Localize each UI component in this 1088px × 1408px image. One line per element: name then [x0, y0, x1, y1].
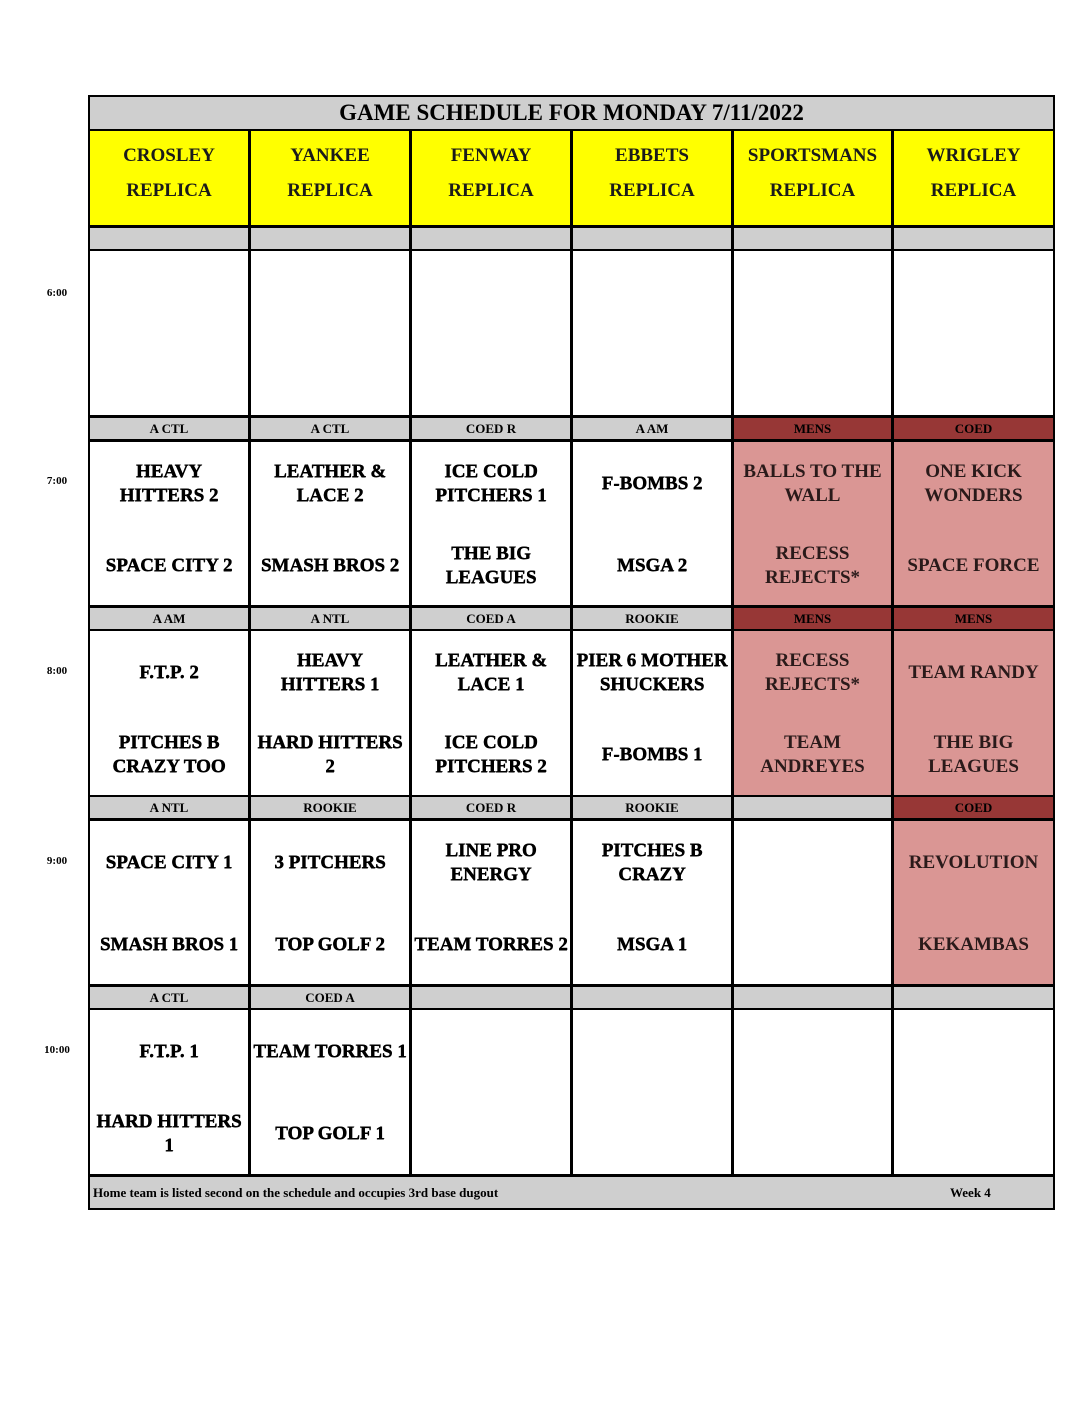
away-team: TEAM RANDY [908, 662, 1039, 683]
away-team: ONE KICK WONDERS [924, 461, 1023, 506]
spacer-band [573, 228, 731, 249]
home-team: KEKAMBAS [918, 934, 1029, 955]
game-cell [573, 631, 731, 795]
division-band: A CTL [251, 418, 409, 439]
field-subtitle: REPLICA [287, 180, 373, 201]
division-band: A AM [90, 608, 248, 629]
game-cell [90, 631, 248, 795]
home-team: RECESS REJECTS* [764, 543, 861, 588]
game-cell [734, 821, 891, 984]
schedule-title: GAME SCHEDULE FOR MONDAY 7/11/2022 [90, 97, 1053, 129]
away-team: TEAM TORRES 1 [253, 1041, 407, 1062]
home-team [894, 339, 1053, 411]
home-team [734, 1098, 891, 1170]
game-cell [412, 1010, 570, 1174]
game-cell [90, 1010, 248, 1174]
game-cell [251, 821, 409, 984]
away-team: PIER 6 MOTHER SHUCKERS [576, 650, 728, 695]
away-team [894, 1016, 1053, 1088]
home-team: ICE COLD PITCHERS 2 [435, 732, 547, 777]
division-band: A NTL [90, 797, 248, 818]
home-team: TEAM TORRES 2 [414, 934, 568, 955]
away-team: HEAVY HITTERS 2 [119, 461, 219, 506]
time-label: 7:00 [46, 475, 68, 487]
spacer-band [251, 228, 409, 249]
field-header [573, 131, 731, 225]
home-team: HARD HITTERS 2 [257, 732, 403, 777]
away-team [734, 827, 891, 899]
home-team [90, 339, 248, 411]
field-header [894, 131, 1053, 225]
home-team [573, 339, 731, 411]
division-band: COED R [412, 797, 570, 818]
division-band: A NTL [251, 608, 409, 629]
field-subtitle: REPLICA [448, 180, 534, 201]
away-team [734, 257, 891, 329]
home-team [734, 339, 891, 411]
game-cell [573, 821, 731, 984]
division-band: A AM [573, 418, 731, 439]
division-band: ROOKIE [251, 797, 409, 818]
game-cell [412, 251, 570, 415]
field-header [412, 131, 570, 225]
away-team [90, 257, 248, 329]
division-band: MENS [734, 608, 891, 629]
time-label: 6:00 [46, 287, 68, 299]
field-subtitle: REPLICA [769, 180, 856, 201]
home-team [734, 909, 891, 981]
division-band [412, 987, 570, 1008]
game-cell [894, 821, 1053, 984]
away-team [894, 257, 1053, 329]
away-team: F.T.P. 1 [139, 1041, 199, 1062]
division-band: ROOKIE [573, 797, 731, 818]
home-team: TOP GOLF 2 [275, 934, 385, 955]
home-team: SMASH BROS 1 [99, 934, 239, 955]
game-cell [894, 251, 1053, 415]
division-band [573, 987, 731, 1008]
game-cell [734, 251, 891, 415]
away-team: BALLS TO THE WALL [743, 461, 882, 506]
away-team: RECESS REJECTS* [764, 650, 861, 695]
away-team: HEAVY HITTERS 1 [280, 650, 380, 695]
away-team: F.T.P. 2 [139, 662, 199, 683]
away-team [573, 257, 731, 329]
week-label: Week 4 [950, 1185, 991, 1200]
division-band: A CTL [90, 418, 248, 439]
away-team [734, 1016, 891, 1088]
away-team: LEATHER & LACE 1 [434, 650, 548, 695]
field-header [251, 131, 409, 225]
field-name: CROSLEY [123, 145, 215, 166]
away-team: ICE COLD PITCHERS 1 [435, 461, 547, 506]
home-team [412, 1098, 570, 1170]
home-team: SPACE CITY 2 [105, 555, 233, 576]
game-cell [734, 631, 891, 795]
game-cell [251, 1010, 409, 1174]
game-cell [734, 1010, 891, 1174]
game-cell [412, 821, 570, 984]
home-team-note: Home team is listed second on the schedule and occupies 3rd base dugout [93, 1185, 499, 1200]
division-band: COED R [412, 418, 570, 439]
home-team [251, 339, 409, 411]
game-cell [573, 251, 731, 415]
game-cell [251, 631, 409, 795]
away-team [251, 257, 409, 329]
game-cell [412, 631, 570, 795]
home-team [412, 339, 570, 411]
home-team: SPACE FORCE [907, 555, 1040, 576]
field-subtitle: REPLICA [609, 180, 695, 201]
division-band: COED A [251, 987, 409, 1008]
spacer-band [894, 228, 1053, 249]
field-name: SPORTSMANS [747, 145, 878, 166]
spacer-band [90, 228, 248, 249]
away-team [573, 1016, 731, 1088]
division-band: MENS [734, 418, 891, 439]
home-team: PITCHES B CRAZY TOO [112, 732, 226, 777]
field-header [90, 131, 248, 225]
away-team [412, 1016, 570, 1088]
game-cell [734, 442, 891, 605]
field-name: WRIGLEY [926, 145, 1021, 166]
division-band: COED A [412, 608, 570, 629]
division-band: ROOKIE [573, 608, 731, 629]
game-cell [90, 442, 248, 605]
division-band: A CTL [90, 987, 248, 1008]
division-band: COED [894, 418, 1053, 439]
game-cell [90, 821, 248, 984]
field-subtitle: REPLICA [930, 180, 1017, 201]
home-team: SMASH BROS 2 [260, 555, 400, 576]
away-team: SPACE CITY 1 [105, 852, 233, 873]
field-name: FENWAY [450, 145, 532, 166]
spacer-band [412, 228, 570, 249]
home-team: THE BIG LEAGUES [928, 732, 1019, 777]
game-cell [251, 442, 409, 605]
field-name: YANKEE [290, 145, 370, 166]
home-team: F-BOMBS 1 [601, 744, 703, 765]
time-label: 10:00 [44, 1044, 70, 1056]
home-team [894, 1098, 1053, 1170]
away-team: PITCHES B CRAZY [601, 840, 703, 885]
home-team: TOP GOLF 1 [275, 1123, 385, 1144]
home-team: HARD HITTERS 1 [96, 1111, 242, 1156]
away-team: LEATHER & LACE 2 [273, 461, 387, 506]
spacer-band [734, 228, 891, 249]
away-team [412, 257, 570, 329]
field-header [734, 131, 891, 225]
game-cell [573, 1010, 731, 1174]
home-team: MSGA 2 [616, 555, 688, 576]
home-team: TEAM ANDREYES [760, 732, 865, 777]
time-label: 8:00 [46, 665, 68, 677]
away-team: F-BOMBS 2 [601, 473, 703, 494]
game-cell [412, 442, 570, 605]
away-team: 3 PITCHERS [274, 852, 386, 873]
game-cell [894, 442, 1053, 605]
time-label: 9:00 [46, 855, 68, 867]
division-band: MENS [894, 608, 1053, 629]
field-subtitle: REPLICA [126, 180, 212, 201]
away-team: LINE PRO ENERGY [445, 840, 537, 885]
away-team: REVOLUTION [908, 852, 1039, 873]
game-cell [251, 251, 409, 415]
division-band [734, 797, 891, 818]
division-band [734, 987, 891, 1008]
home-team [573, 1098, 731, 1170]
schedule-footer [90, 1177, 1053, 1208]
division-band: COED [894, 797, 1053, 818]
field-name: EBBETS [615, 145, 689, 166]
game-cell [894, 631, 1053, 795]
home-team: MSGA 1 [616, 934, 688, 955]
game-cell [894, 1010, 1053, 1174]
game-cell [573, 442, 731, 605]
home-team: THE BIG LEAGUES [445, 543, 537, 588]
division-band [894, 987, 1053, 1008]
game-cell [90, 251, 248, 415]
